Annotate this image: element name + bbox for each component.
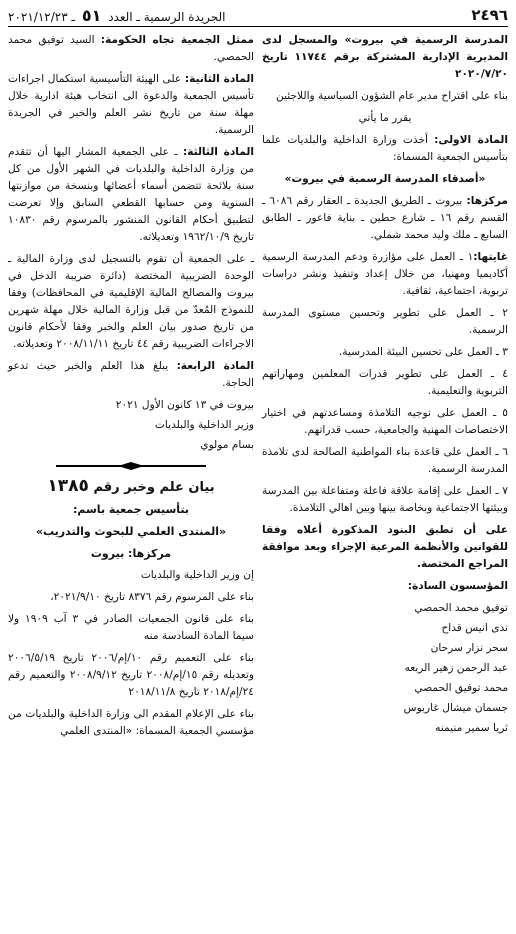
- bayan-subtitle-2: «المنتدى العلمي للبحوث والتدريب»: [35, 525, 227, 538]
- article-2: [8, 71, 254, 139]
- signature-name: بسام مولوي: [200, 439, 254, 451]
- founder-item: توفيق محمد الحمصي: [414, 602, 508, 614]
- goal-6: ٦ ـ العمل على قاعدة بناء المواطنية الصالحة لدى تلامذة المدرسة الرسمية.: [262, 446, 508, 475]
- gazette-title: [8, 6, 226, 25]
- representative-text: السيد توفيق محمد الحمصي.: [8, 34, 254, 63]
- article-4-text: يبلغ هذا العلم والخبر حيث تدعو الحاجة.: [8, 360, 254, 389]
- bayan-subtitle-3: مركزها: بيروت: [90, 547, 172, 560]
- goal-5: ٥ ـ العمل على توجيه التلامذة ومساعدتهم في اختيار الاختصاصات المهنية والجامعية، حسب قدراتهم.: [262, 407, 508, 436]
- article-1-text: أخذت وزارة الداخلية والبلديات علما بتأسيس الجمعية المسماة:: [262, 134, 508, 163]
- left-column: [8, 32, 254, 745]
- page-number: ٢٤٩٦: [471, 6, 508, 24]
- article-3-extra: ـ على الجمعية أن تقوم بالتسجيل لدى وزارة المالية ـ الوحدة الضريبية المختصة (دائرة ضريبة الدخل في بيروت والمصالح المالية الإقليمية في المحافظات) وفقا للنموذج المُعدّ من قبل وزارة المالية خلال مهلة شهرين من تاريخ صدور بيان العلم والخبر وفقا لأحكام قانون الاجراءات الضريبية رقم ٤٤ تاريخ ٢٠٠٨/١١/١١ وتعديلاته.: [8, 253, 254, 350]
- representative-label: ممثل الجمعية تجاه الحكومة:: [100, 34, 254, 46]
- bayan-number: ١٣٨٥: [47, 476, 89, 496]
- page-header: [8, 4, 508, 27]
- article-1-label: المادة الاولى:: [434, 134, 508, 146]
- article-4-label: المادة الرابعة:: [176, 360, 254, 372]
- article-2-text: على الهيئة التأسيسية استكمال اجراءات تأسيس الجمعية والدعوة الى انتخاب هيئة ادارية خلال مهلة سنة من تاريخ نشر العلم والخبر في الجريدة الرسمية.: [8, 73, 254, 136]
- founder-item: عبد الرحمن زهير الربعه: [404, 662, 508, 674]
- founder-item: محمد توفيق الحمصي: [414, 682, 508, 694]
- columns: [8, 32, 508, 745]
- bayan-title-text: بيان علم وخبر رقم: [93, 480, 215, 495]
- proposal-paragraph: بناء على اقتراح مدير عام الشؤون السياسية واللاجئين: [276, 90, 508, 102]
- article-1: [262, 132, 508, 166]
- basis-2: بناء على قانون الجمعيات الصادر في ٣ آب ١٩٠٩ ولا سيما المادة السادسة منه: [8, 613, 254, 642]
- section-divider: [56, 462, 206, 470]
- goal-text: ١ ـ العمل على مؤازرة ودعم المدرسة الرسمية أكاديميا ومهنيا، من خلال إعداد وتنفيذ ونشر دراسات تربوية، اجتماعية، ثقافية.: [262, 251, 508, 297]
- founder-item: جسمان ميشال غاريوس: [403, 702, 508, 714]
- decides-heading: يقرر ما يأتي: [358, 112, 412, 124]
- article-2-label: المادة الثانية:: [184, 73, 254, 85]
- signature-block: [8, 397, 254, 454]
- headquarters: [262, 193, 508, 244]
- article-3-text: ـ على الجمعية المشار اليها أن تتقدم من وزارة الداخلية والبلديات في الشهر الأول من كل سنة بلائحة تتضمن أسماء أعضائها وبنسخة من موازنتها السنوية ومن حسابها القطعي السابق وإلا تعرضت لتطبيق أحكام القانون المنشور بالمرسوم رقم ١٠٨٣٠ تاريخ ١٩٦٢/١٠/٩ وتعديلاته.: [8, 146, 254, 243]
- bayan-title: [8, 478, 254, 496]
- founders-list: [262, 600, 508, 737]
- article-4: [8, 358, 254, 392]
- goal-3: ٣ ـ العمل على تحسين البيئة المدرسية.: [338, 346, 508, 358]
- goals-label: غايتها:: [473, 251, 508, 263]
- headquarters-text: بيروت ـ الطريق الجديدة ـ العقار رقم ٦٠٨٦ ـ القسم رقم ١٦ ـ شارع حطين ـ بناية فاعور ـ الطابق السابع ـ ملك وليد محمد شملي.: [262, 195, 509, 241]
- basis-3: بناء على التعميم رقم ١٠/إم/٢٠٠٦ تاريخ ٢٠٠٦/٥/١٩ وتعديله رقم ١٥/إم/٢٠٠٨ تاريخ ٢٠٠٨/٩/١٢ والتعميم رقم ٢٤/إم/٢٠١٨ تاريخ ٢٠١٨/١١/٨: [8, 652, 254, 698]
- bayan-subtitle-1: بتأسيس جمعية باسم:: [72, 503, 190, 516]
- signature-place-date: بيروت في ١٣ كانون الأول ٢٠٢١: [115, 399, 254, 411]
- basis-4: بناء على الإعلام المقدم الى وزارة الداخلية والبلديات من مؤسسي الجمعية المسماة: «المنتدى العلمي: [8, 708, 254, 737]
- goal-7: ٧ ـ العمل على إقامة علاقة فاعلة ومتفاعلة بين المدرسة وبيئتها الاجتماعية وبخاصة بينها وبين اهالي التلامذة.: [262, 485, 508, 514]
- goal-4: ٤ ـ العمل على تطوير قدرات المعلمين ومهاراتهم التربوية والتعليمية.: [262, 368, 508, 397]
- compliance-paragraph: على أن تطبق البنود المذكورة أعلاه وفقا للقوانين والأنظمة المرعية الإجراء وبعد موافقة المراجع المختصة.: [262, 524, 508, 570]
- goal-1: [262, 249, 508, 300]
- intro-paragraph: المدرسة الرسمية في بيروت» والمسجل لدى المديرية الإدارية المشتركة برقم ١١٧٤٤ تاريخ ٢٠٢٠/٧/٢٠: [262, 34, 508, 80]
- issue-number: ٥١: [81, 5, 102, 25]
- signature-title: وزير الداخلية والبلديات: [154, 419, 254, 431]
- gazette-name: الجريدة الرسمية ـ العدد: [108, 9, 226, 24]
- issue-date: ـ ٢٠٢١/١٢/٢٣: [8, 9, 75, 24]
- basis-1: بناء على المرسوم رقم ٨٣٧٦ تاريخ ٢٠٢١/٩/١٠،: [50, 591, 254, 603]
- founder-item: ندى انيس قداح: [441, 622, 508, 634]
- minister-line: إن وزير الداخلية والبلديات: [140, 569, 254, 581]
- article-3-label: المادة الثالثة:: [182, 146, 254, 158]
- association-name: «أصدقاء المدرسة الرسمية في بيروت»: [284, 173, 486, 185]
- goal-2: ٢ ـ العمل على تطوير وتحسين مستوى المدرسة الرسمية.: [262, 307, 508, 336]
- founder-item: سحر نزار سرحان: [430, 642, 508, 654]
- headquarters-label: مركزها:: [466, 195, 508, 207]
- article-3: [8, 144, 254, 246]
- founders-label: المؤسسون السادة:: [407, 580, 508, 592]
- founder-item: ثريا سمير منيمنه: [435, 722, 508, 734]
- representative: [8, 32, 254, 66]
- right-column: [262, 32, 508, 745]
